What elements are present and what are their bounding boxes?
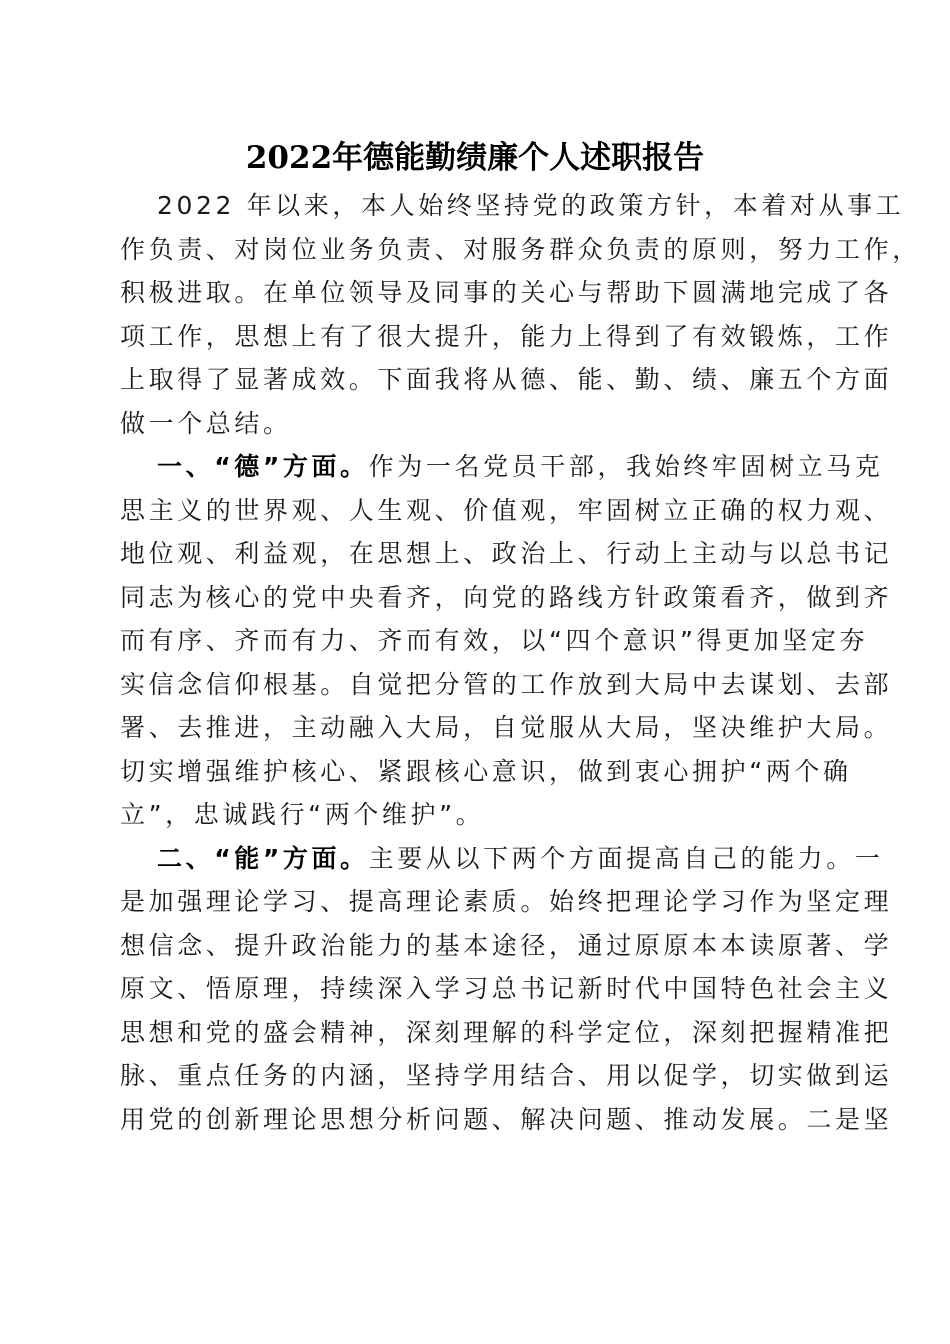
text-line: 2022 年以来，本人始终坚持党的政策方针，本着对从事工 <box>157 191 905 220</box>
text-line: 地位观、利益观，在思想上、政治上、行动上主动与以总书记 <box>120 539 893 568</box>
text-line: 思想和党的盛会精神，深刻理解的科学定位，深刻把握精准把 <box>120 1017 893 1047</box>
text-line <box>120 445 884 489</box>
text-run: 主要从以下两个方面提高自己的能力。一 <box>368 843 884 873</box>
text-line: 用党的创新理论思想分析问题、解决问题、推动发展。二是坚 <box>120 1104 893 1134</box>
text-line: 脉、重点任务的内涵，坚持学用结合、用以促学，切实做到运 <box>120 1061 893 1090</box>
text-line: 上取得了显著成效。下面我将从德、能、勤、绩、廉五个方面 <box>120 365 893 394</box>
text-line: 是加强理论学习、提高理论素质。始终把理论学习作为坚定理 <box>120 887 893 916</box>
text-line: 立”，忠诚践行“两个维护”。 <box>120 800 485 829</box>
paragraph-de-section <box>120 445 893 837</box>
text-line: 而有序、齐而有力、齐而有效，以“四个意识”得更加坚定夯 <box>120 626 869 655</box>
text-line: 想信念、提升政治能力的基本途径，通过原原本本读原著、学 <box>120 930 893 960</box>
text-line: 做一个总结。 <box>120 408 292 438</box>
text-line: 原文、悟原理，持续深入学习总书记新时代中国特色社会主义 <box>120 974 893 1003</box>
section-heading-de: 一、“德”方面。 <box>157 452 369 481</box>
paragraph-introduction <box>120 184 921 445</box>
text-line <box>120 837 884 881</box>
document-body <box>120 184 921 1141</box>
text-run: 作为一名党员干部，我始终牢固树立马克 <box>368 452 884 481</box>
document-title: 2022年德能勤绩廉个人述职报告 <box>245 140 705 176</box>
text-line: 思主义的世界观、人生观、价值观，牢固树立正确的权力观、 <box>120 495 893 525</box>
text-line: 署、去推进，主动融入大局，自觉服从大局，坚决维护大局。 <box>120 713 893 742</box>
text-line: 积极进取。在单位领导及同事的关心与帮助下圆满地完成了各 <box>120 278 893 307</box>
text-line: 实信念信仰根基。自觉把分管的工作放到大局中去谋划、去部 <box>120 669 893 699</box>
section-heading-neng: 二、“能”方面。 <box>157 843 369 873</box>
text-line: 作负责、对岗位业务负责、对服务群众负责的原则，努力工作， <box>120 234 921 264</box>
text-line: 项工作，思想上有了很大提升，能力上得到了有效锻炼，工作 <box>120 321 893 351</box>
text-line: 同志为核心的党中央看齐，向党的路线方针政策看齐，做到齐 <box>120 582 893 612</box>
paragraph-neng-section <box>120 837 893 1142</box>
text-line: 切实增强维护核心、紧跟核心意识，做到衷心拥护“两个确 <box>120 756 852 786</box>
